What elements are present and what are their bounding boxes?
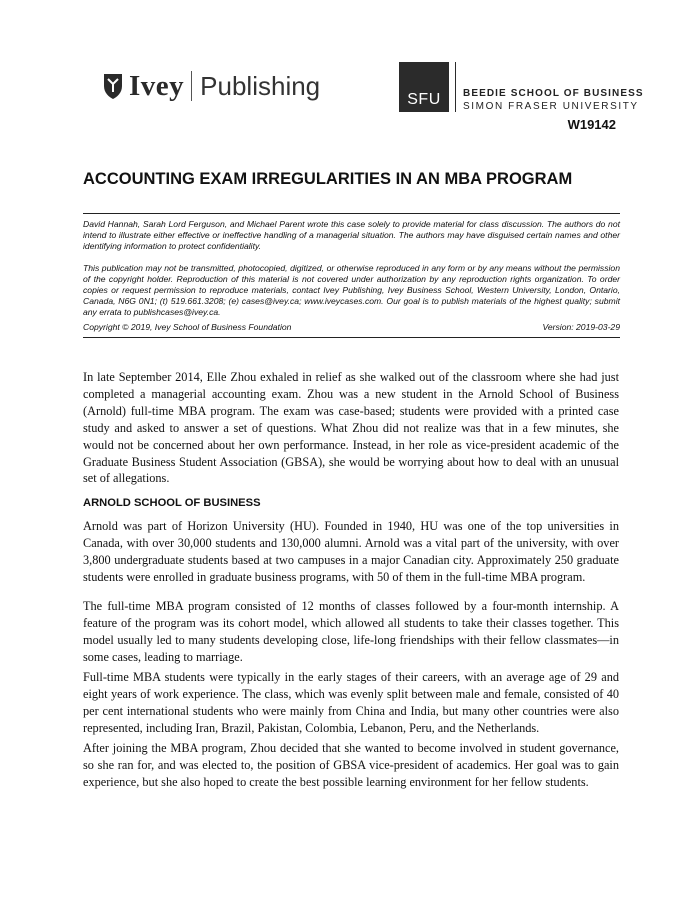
university-name: SIMON FRASER UNIVERSITY xyxy=(463,101,639,112)
publishing-label: Publishing xyxy=(200,71,321,101)
copyright-line xyxy=(83,322,620,333)
sfu-logo-divider xyxy=(455,62,456,112)
copyright-notice: This publication may not be transmitted, photocopied, digitized, or otherwise reproduced in any form or by any means without the permission of the copyright holder. Reproduction of this material is not covered under authorization by any reproduction rights organization. To order copies or request permission to reproduce materials, contact Ivey Publishing, Ivey Business School, Western University, London, Ontario, Canada, N6G 0N1; (t) 519.661.3208; (e) cases@ivey.ca; www.iveycases.com. Our goal is to publish materials of the highest quality; submit any errata to publishcases@ivey.ca. xyxy=(83,263,620,318)
section-heading: ARNOLD SCHOOL OF BUSINESS xyxy=(83,497,261,509)
case-title: ACCOUNTING EXAM IRREGULARITIES IN AN MBA PROGRAM xyxy=(83,170,573,188)
ivey-crest-icon xyxy=(102,72,124,100)
top-rule xyxy=(83,213,620,214)
body-paragraph: After joining the MBA program, Zhou decided that she wanted to become involved in student governance, so she ran for, and was elected to, the position of GBSA vice-president of academics. Her goal was to gain experience, but she also hoped to create the best possible learning environment for her fellow students. xyxy=(83,741,619,789)
sfu-label: SFU xyxy=(407,91,441,108)
ivey-publishing-logo xyxy=(102,68,320,104)
body-paragraph: The full-time MBA program consisted of 12 months of classes followed by a four-month internship. A feature of the program was its cohort model, which allowed all students to take their classes together. This model usually led to many students developing close, life-long friendships with their fellow classmates—in some cases, leading to marriage. xyxy=(83,599,619,664)
beedie-school-name: BEEDIE SCHOOL OF BUSINESS xyxy=(463,88,644,99)
body-paragraph: In late September 2014, Elle Zhou exhaled in relief as she walked out of the classroom where she had just completed a managerial accounting exam. Zhou was a new student in the Arnold School of Business (Arnold) full-time MBA program. The exam was case-based; students were provided with a printed case study and asked to answer a set of questions. What Zhou did not realize was that in a few minutes, she would not be concerned about her own performance. Instead, in her role as vice-president academic of the Graduate Business Student Association (GBSA), she would be worrying about how to deal with an unusual set of allegations. xyxy=(83,370,619,486)
version-text: Version: 2019-03-29 xyxy=(542,322,620,332)
ivey-wordmark: Ivey xyxy=(129,69,185,102)
body-paragraph: Full-time MBA students were typically in the early stages of their careers, with an average age of 29 and eight years of work experience. The class, which was evenly split between male and female, consisted of 40 per cent international students who were mainly from China and India, but many other countries were also represented, including Iran, Brazil, Pakistan, Colombia, Lebanon, Peru, and the Netherlands. xyxy=(83,670,619,735)
case-number: W19142 xyxy=(567,117,616,132)
authors-note: David Hannah, Sarah Lord Ferguson, and Michael Parent wrote this case solely to provide material for class discussion. The authors do not intend to illustrate either effective or ineffective handling of a managerial situation. The authors may have disguised certain names and other identifying information to protect confidentiality. xyxy=(83,219,620,252)
bottom-rule xyxy=(83,337,620,338)
logo-divider xyxy=(191,71,192,101)
body-paragraph: Arnold was part of Horizon University (HU). Founded in 1940, HU was one of the top universities in Canada, with over 30,000 students and 130,000 alumni. Arnold was a vital part of the university, with over 3,800 undergraduate students based at two campuses in a major Canadian city. Approximately 250 graduate students were enrolled in graduate business programs, with 50 of them in the full-time MBA program. xyxy=(83,519,619,584)
copyright-text: Copyright © 2019, Ivey School of Business Foundation xyxy=(83,322,292,332)
